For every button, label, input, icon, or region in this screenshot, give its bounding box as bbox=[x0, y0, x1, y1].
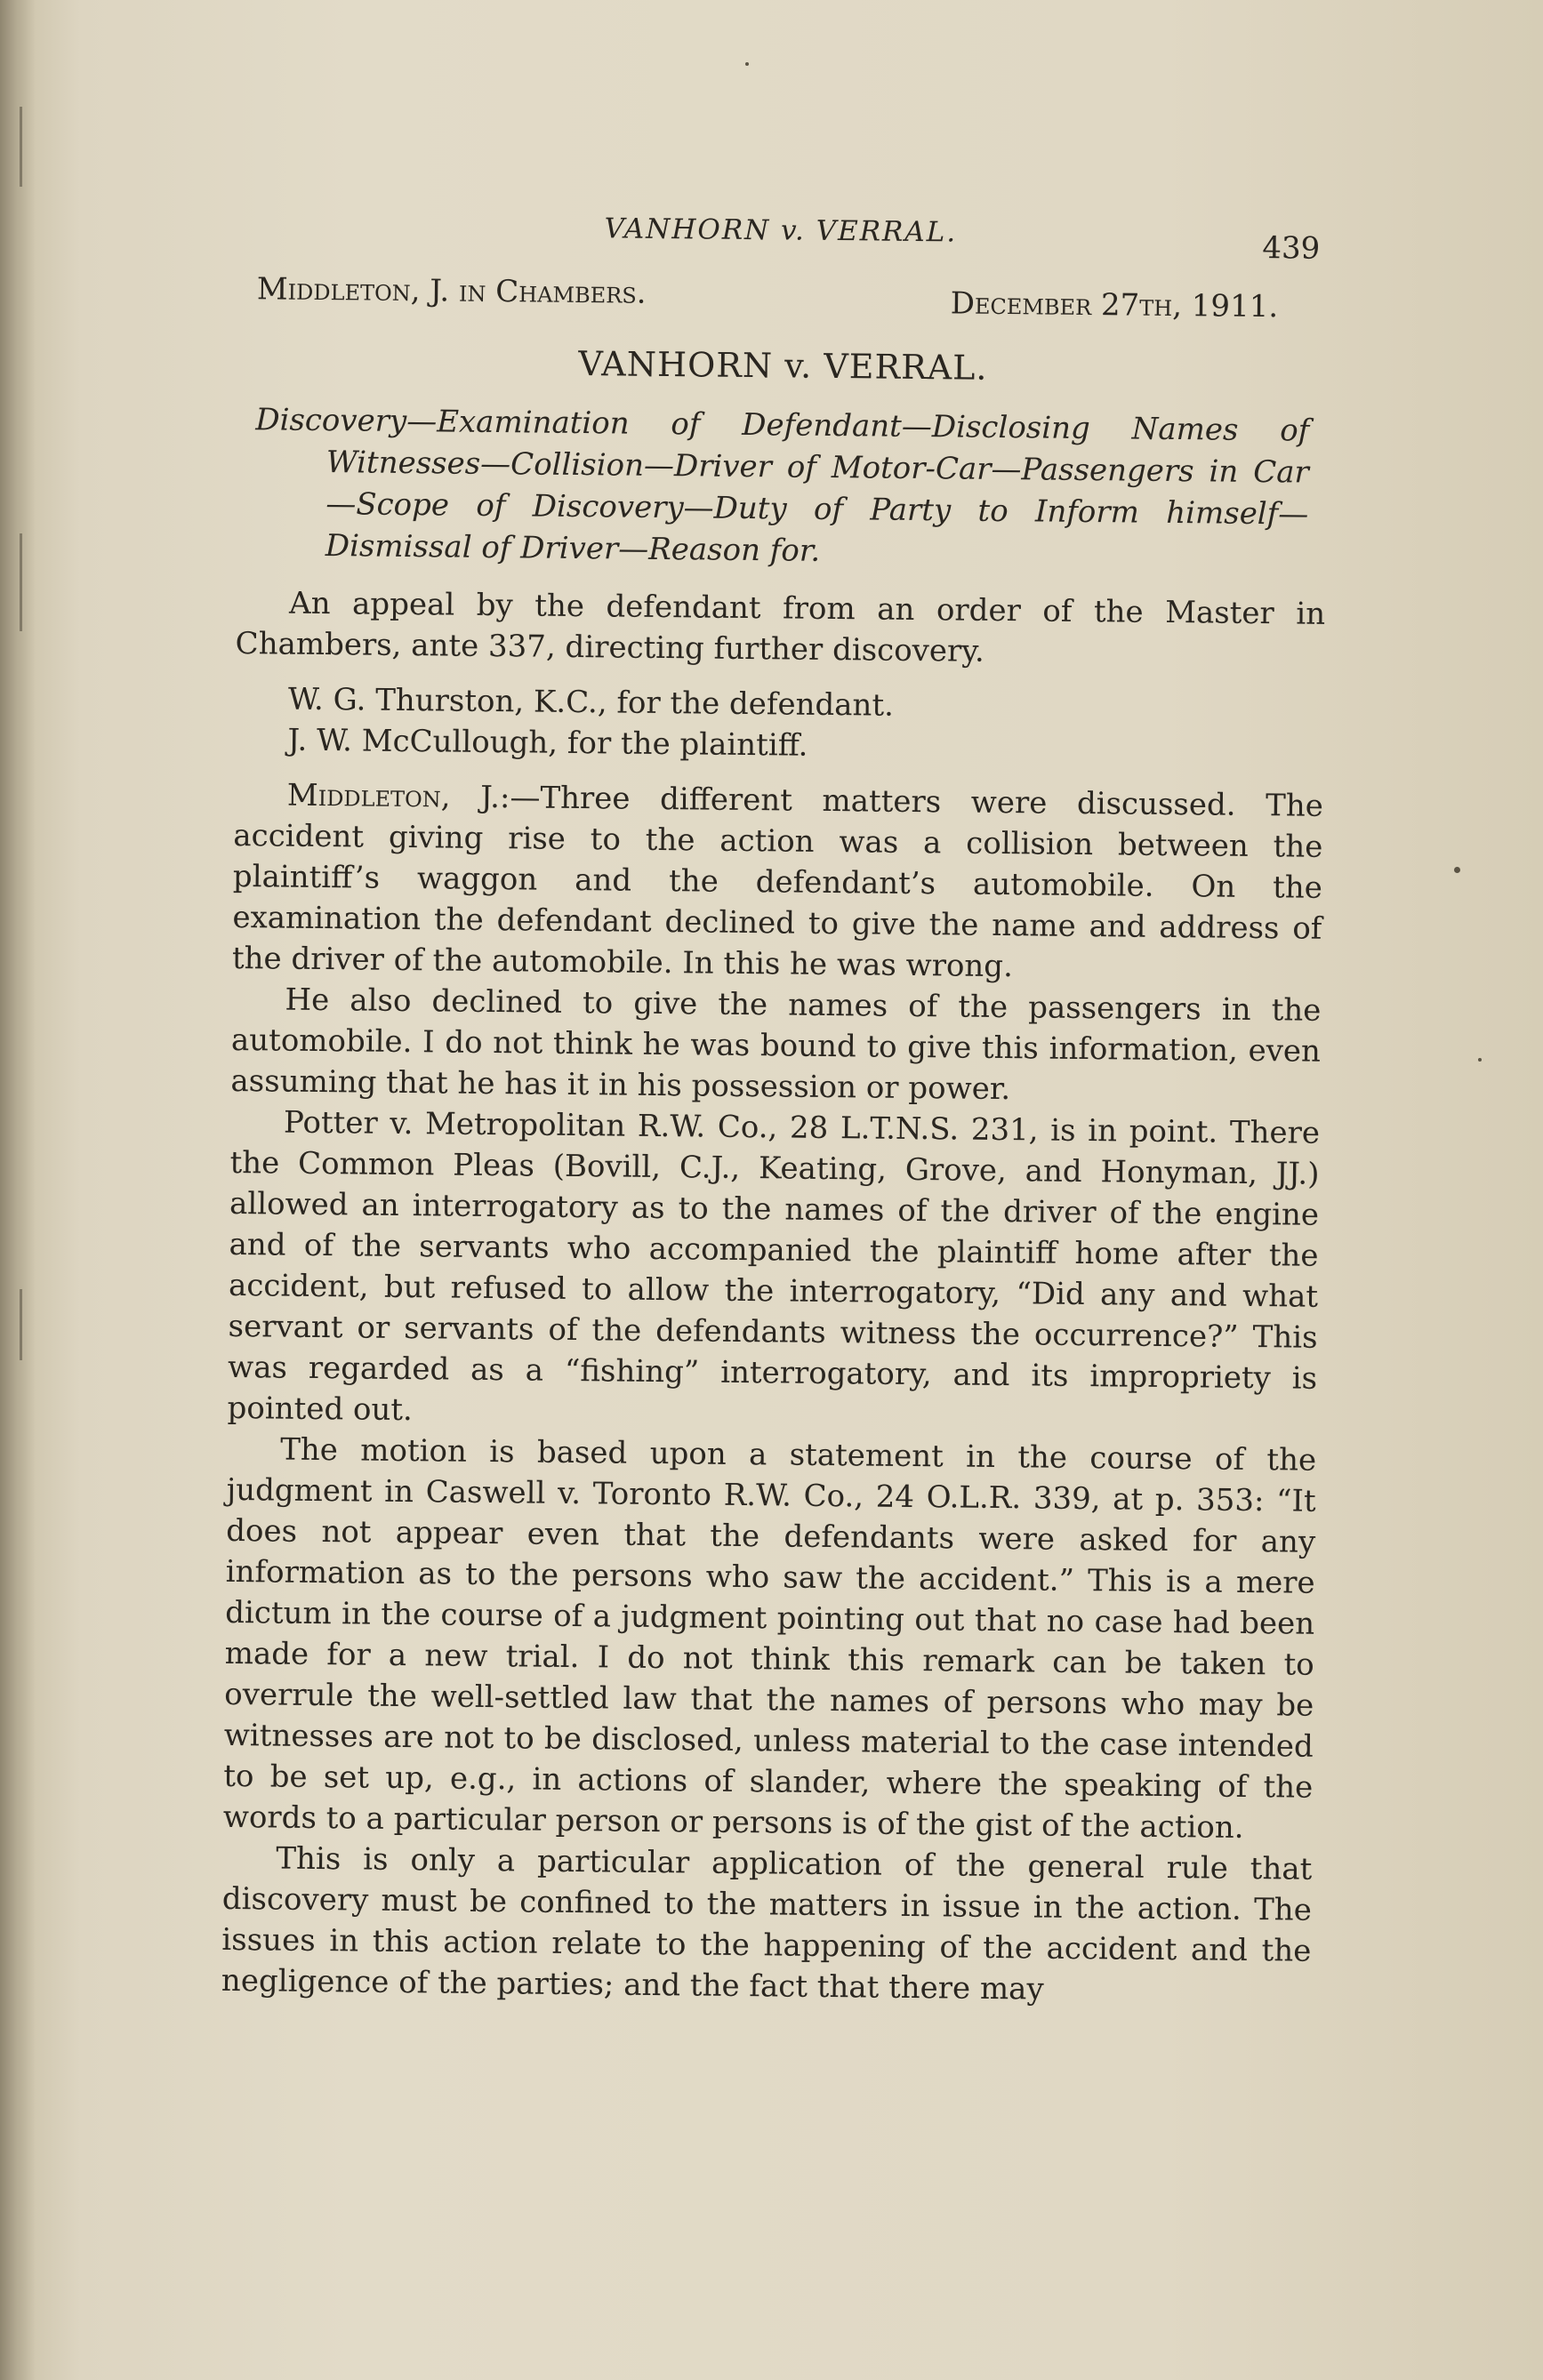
ink-speck bbox=[745, 62, 749, 66]
appeal-paragraph: An appeal by the defendant from an order of the Master in Chambers, ante 337, directing further discovery. bbox=[235, 585, 1326, 669]
judgment-paragraph: He also declined to give the names of the passengers in the automobile. I do not think he was bound to give this information, even assuming that he has it in his possession or power. bbox=[230, 982, 1322, 1108]
counsel-defendant: W. G. Thurston, K.C., for the defendant. bbox=[287, 681, 895, 724]
judgment-paragraph: This is only a particular application of the general rule that discovery must be confined to the matters in issue in the action. The issues in this action relate to the happening of the accident and the negligence of the parties; and the fact that there may bbox=[221, 1840, 1313, 2007]
judgment-opening-text: :—Three different matters were discussed. The accident giving rise to the action was a collision between the plaintiff’s waggon and the defendant’s automobile. On the examination the defendant declined to give the name and address of the driver of the automobile. In this he was wrong. bbox=[231, 780, 1324, 985]
judgment-paragraph: Potter v. Metropolitan R.W. Co., 28 L.T.N.S. 231, is in point. There the Common Pleas (Bovill, C.J., Keating, Grove, and Honyman, JJ.) allowed an interrogatory as to the names of the driver of the engine and of the servants who accompanied the plaintiff home after the accident, but refused to allow the interrogatory, “Did any and what servant or servants of the defendants witness the occurrence?” This was regarded as a “fishing” interrogatory, and its impropriety is pointed out. bbox=[227, 1104, 1321, 1429]
page-text bbox=[221, 191, 1330, 2013]
ink-speck bbox=[1454, 867, 1460, 873]
judge-in-chambers: Middleton, J. in Chambers. bbox=[256, 271, 647, 311]
judge-name: Middleton, J. bbox=[286, 777, 501, 816]
headnote: Discovery—Examination of Defendant—Disclosing Names of Witnesses—Collision—Driver of Motor-Car—Passengers in Car—Scope of Discovery—Duty of Party to Inform himself—Dismissal of Driver—Reason for. bbox=[255, 402, 1310, 569]
judgment-paragraph: The motion is based upon a statement in the course of the judgment in Caswell v. Toronto R.W. Co., 24 O.L.R. 339, at p. 353: “It does not appear even that the defendants were asked for any information as to the persons who saw the accident.” This is a mere dictum in the course of a judgment pointing out that no case had been made for a new trial. I do not think this remark can be taken to overrule the well-settled law that the names of persons who may be witnesses are not to be disclosed, unless material to the case intended to be set up, e.g., in actions of slander, where the speaking of the words to a particular person or persons is of the gist of the action. bbox=[222, 1431, 1317, 1846]
running-head-title: VANHORN v. VERRAL. bbox=[604, 212, 958, 249]
binding-edge-mark bbox=[20, 1289, 22, 1360]
running-head bbox=[239, 191, 1330, 267]
court-line bbox=[238, 271, 1329, 336]
book-binding-shadow bbox=[0, 0, 36, 2380]
decision-date: December 27th, 1911. bbox=[950, 285, 1279, 325]
case-title: VANHORN v. VERRAL. bbox=[578, 343, 988, 388]
judgment-opening-paragraph bbox=[232, 774, 1323, 990]
binding-edge-mark bbox=[20, 533, 22, 631]
binding-edge-mark bbox=[20, 107, 22, 187]
ink-speck bbox=[1478, 1058, 1482, 1062]
counsel-plaintiff: J. W. McCullough, for the plaintiff. bbox=[287, 722, 808, 764]
page-number: 439 bbox=[1262, 230, 1321, 267]
